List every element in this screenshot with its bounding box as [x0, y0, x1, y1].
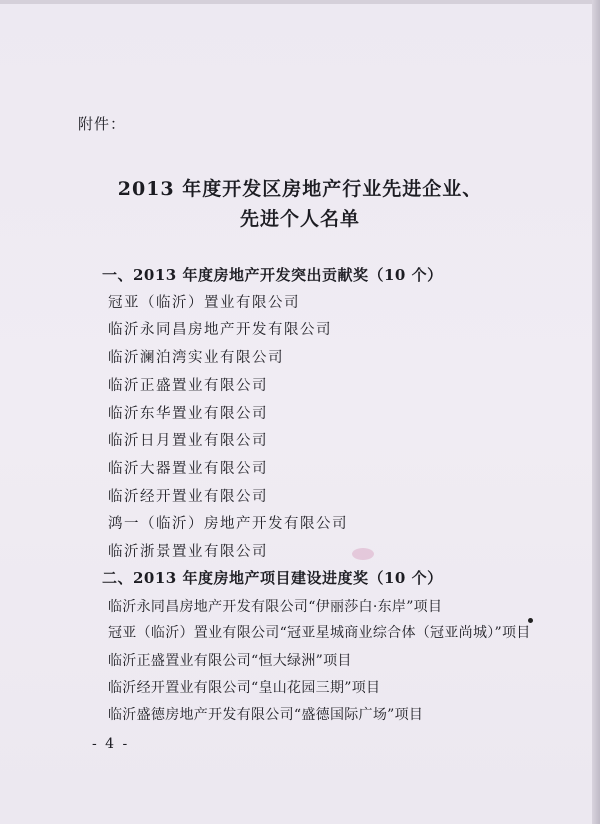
section-heading-1: 一、2013 年度房地产开发突出贡献奖（10 个）: [102, 266, 443, 284]
list-item: 临沂大器置业有限公司: [108, 461, 268, 477]
document-title-line-2: 先进个人名单: [239, 208, 360, 230]
list-item: 临沂正盛置业有限公司: [108, 378, 268, 394]
list-item: 临沂经开置业有限公司: [108, 489, 268, 505]
page-number: - 4 -: [92, 736, 130, 752]
attachment-label: 附件：: [78, 115, 127, 133]
section-heading-2: 二、2013 年度房地产项目建设进度奖（10 个）: [102, 569, 443, 587]
list-item: 临沂东华置业有限公司: [108, 406, 268, 422]
page-right-shadow: [592, 0, 600, 824]
ink-dot: [528, 618, 533, 623]
list-item: 临沂澜泊湾实业有限公司: [108, 350, 284, 366]
list-item: 临沂永同昌房地产开发有限公司: [108, 322, 332, 338]
list-item: 临沂日月置业有限公司: [108, 433, 268, 449]
list-item: 临沂浙景置业有限公司: [108, 544, 268, 560]
list-item: 临沂永同昌房地产开发有限公司“伊丽莎白·东岸”项目: [108, 599, 443, 615]
list-item: 鸿一（临沂）房地产开发有限公司: [108, 516, 348, 532]
document-title-line-1: 2013 年度开发区房地产行业先进企业、: [117, 178, 483, 200]
list-item: 临沂正盛置业有限公司“恒大绿洲”项目: [108, 653, 352, 669]
list-item: 临沂盛德房地产开发有限公司“盛德国际广场”项目: [108, 707, 424, 723]
page-top-shadow: [0, 0, 600, 4]
ink-stain: [352, 548, 374, 560]
list-item: 临沂经开置业有限公司“皇山花园三期”项目: [108, 680, 381, 696]
list-item: 冠亚（临沂）置业有限公司: [108, 295, 300, 311]
list-item: 冠亚（临沂）置业有限公司“冠亚星城商业综合体（冠亚尚城）”项目: [108, 625, 531, 641]
